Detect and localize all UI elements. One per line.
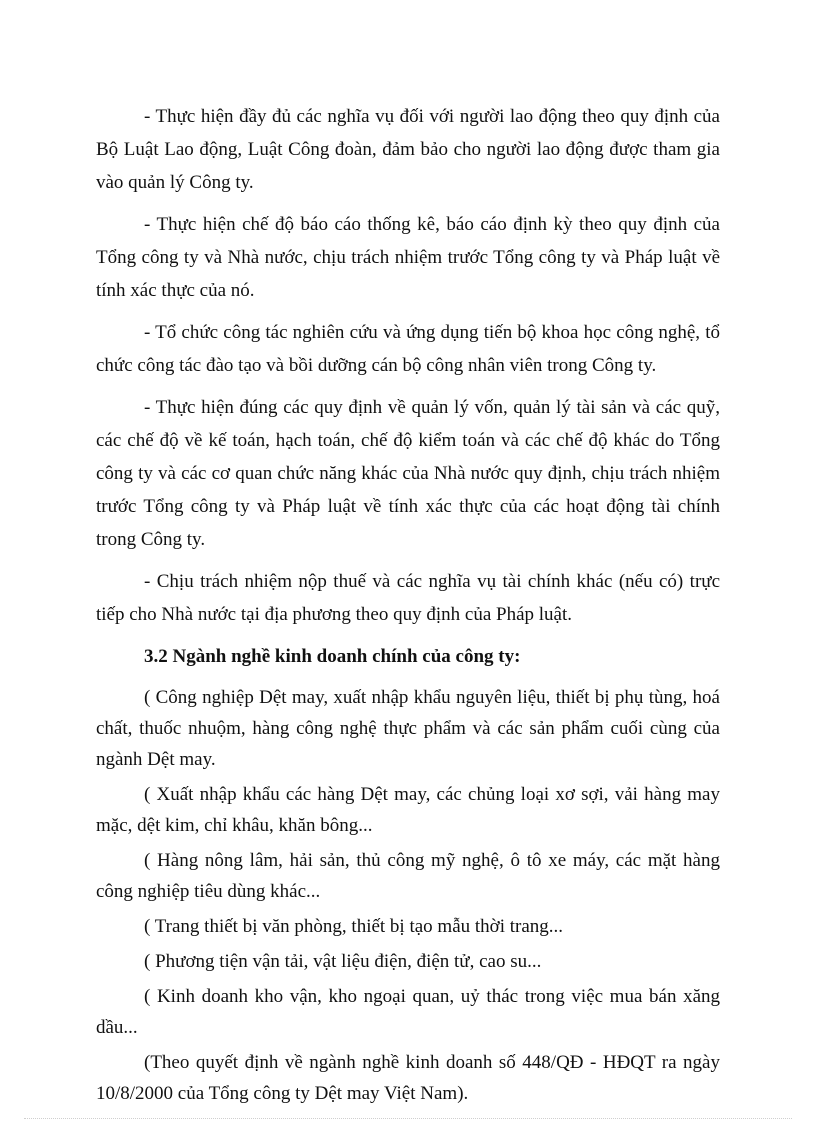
business-line-item: ( Kinh doanh kho vận, kho ngoại quan, uỷ thác trong việc mua bán xăng dầu... (96, 986, 720, 1038)
paragraph-reporting: - Thực hiện chế độ báo cáo thống kê, báo cáo định kỳ theo quy định của Tổng công ty và Nhà nước, chịu trách nhiệm trước Tổng công ty và Pháp luật về tính xác thực của nó. (96, 214, 720, 301)
paragraph-labor-obligations: - Thực hiện đầy đủ các nghĩa vụ đối với người lao động theo quy định của Bộ Luật Lao động, Luật Công đoàn, đảm bảo cho người lao động được tham gia vào quản lý Công ty. (96, 106, 720, 193)
business-line-item: ( Trang thiết bị văn phòng, thiết bị tạo mẫu thời trang... (144, 916, 564, 937)
business-line-item: ( Hàng nông lâm, hải sản, thủ công mỹ nghệ, ô tô xe máy, các mặt hàng công nghiệp tiêu dùng khác... (96, 850, 720, 902)
paragraph-research-training: - Tổ chức công tác nghiên cứu và ứng dụng tiến bộ khoa học công nghệ, tổ chức công tác đào tạo và bồi dưỡng cán bộ công nhân viên trong Công ty. (96, 322, 720, 376)
closing-note: (Theo quyết định về ngành nghề kinh doanh số 448/QĐ - HĐQT ra ngày 10/8/2000 của Tổng công ty Dệt may Việt Nam). (96, 1052, 720, 1104)
document-page (96, 100, 720, 1113)
business-line-item: ( Công nghiệp Dệt may, xuất nhập khẩu nguyên liệu, thiết bị phụ tùng, hoá chất, thuốc nhuộm, hàng công nghệ thực phẩm và các sản phẩm cuối cùng của ngành Dệt may. (96, 687, 720, 770)
business-line-item: ( Phương tiện vận tải, vật liệu điện, điện tử, cao su... (144, 951, 542, 972)
page-bottom-divider (24, 1118, 792, 1119)
paragraph-tax-obligations: - Chịu trách nhiệm nộp thuế và các nghĩa vụ tài chính khác (nếu có) trực tiếp cho Nhà nước tại địa phương theo quy định của Pháp luật. (96, 571, 720, 625)
paragraph-finance-rules: - Thực hiện đúng các quy định về quản lý vốn, quản lý tài sản và các quỹ, các chế độ về kế toán, hạch toán, chế độ kiểm toán và các chế độ khác do Tổng công ty và các cơ quan chức năng khác của Nhà nước quy định, chịu trách nhiệm trước Tổng công ty và Pháp luật về tính xác thực của các hoạt động tài chính trong Công ty. (96, 397, 720, 550)
business-line-item: ( Xuất nhập khẩu các hàng Dệt may, các chủng loại xơ sợi, vải hàng may mặc, dệt kim, chỉ khâu, khăn bông... (96, 784, 720, 836)
section-heading: 3.2 Ngành nghề kinh doanh chính của công ty: (144, 646, 521, 667)
